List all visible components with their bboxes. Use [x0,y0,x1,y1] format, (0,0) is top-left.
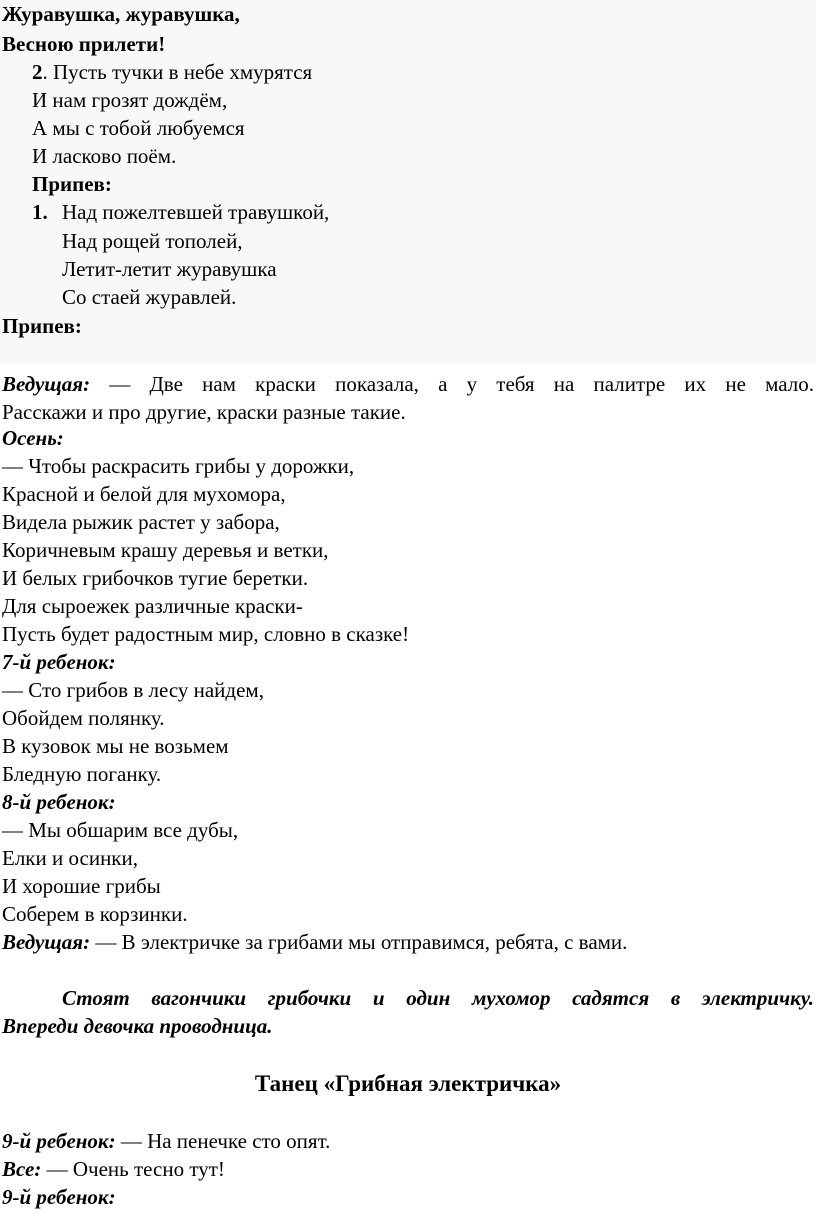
verse2-line-3: А мы с тобой любуемся [32,116,245,140]
all-text: — Очень тесно тут! [41,1157,225,1181]
verse2-line-2: И нам грозят дождём, [32,88,228,112]
child7-line: Бледную поганку. [2,762,162,786]
dance-title: Танец «Грибная электричка» [254,1071,562,1096]
autumn-line: Видела рыжик растет у забора, [2,510,280,534]
child7-line: — Сто грибов в лесу найдем, [2,678,264,702]
stage-direction-1: Стоят вагончики грибочки и один мухомор садятся в электричку. [62,986,814,1010]
autumn-line: Красной и белой для мухомора, [2,482,286,506]
host-line-1 [2,370,814,398]
chorus-line-2: Весною прилети! [2,32,166,56]
host2-label: Ведущая: [2,930,91,954]
song-block [0,0,816,364]
verse2-line-1-text: . Пусть тучки в небе хмурятся [42,60,313,84]
verse2-line-1 [32,58,312,86]
child9-text: — На пенечке сто опят. [115,1129,331,1153]
autumn-line: Коричневым крашу деревья и ветки, [2,538,329,562]
verse1-line-4: Со стаей журавлей. [62,285,237,309]
child8-line: Соберем в корзинки. [2,902,188,926]
verse2-line-4: И ласково поём. [32,144,177,168]
autumn-line: И белых грибочков тугие беретки. [2,566,309,590]
child7-label: 7-й ребенок: [2,650,116,674]
child7-line: Обойдем полянку. [2,706,165,730]
verse1-line-2: Над рощей тополей, [62,229,243,253]
verse1-line-1-text: Над пожелтевшей травушкой, [62,200,330,224]
verse1-line-3: Летит-летит журавушка [62,257,277,281]
all-label: Все: [2,1157,42,1181]
autumn-line: — Чтобы раскрасить грибы у дорожки, [2,454,355,478]
stage-direction-2: Впереди девочка проводница. [2,1014,273,1038]
all-line [2,1155,225,1183]
autumn-line: Для сыроежек различные краски- [2,594,303,618]
chorus-label: Припев: [32,172,112,196]
child8-line: И хорошие грибы [2,874,161,898]
child8-line: Елки и осинки, [2,846,138,870]
host2-line [2,928,627,956]
child7-line: В кузовок мы не возьмем [2,734,229,758]
child8-line: — Мы обшарим все дубы, [2,818,239,842]
chorus-line-1: Журавушка, журавушка, [2,2,240,26]
child8-label: 8-й ребенок: [2,790,116,814]
host2-text: — В электричке за грибами мы отправимся, ребята, с вами. [90,930,628,954]
host-label: Ведущая: [2,372,91,396]
autumn-line: Пусть будет радостным мир, словно в сказке! [2,622,410,646]
child9-line [2,1127,330,1155]
child9b-label: 9-й ребенок: [2,1185,116,1209]
child9-label: 9-й ребенок: [2,1129,116,1153]
verse1-number: 1. [32,200,48,224]
verse1-line-1 [32,198,329,226]
autumn-label: Осень: [2,426,64,450]
host-line-2: Расскажи и про другие, краски разные такие. [2,400,406,424]
verse2-number: 2 [32,60,43,84]
host-text-1: — Две нам краски показала, а у тебя на палитре их не мало. [90,372,814,396]
chorus-label-end: Припев: [2,314,82,338]
